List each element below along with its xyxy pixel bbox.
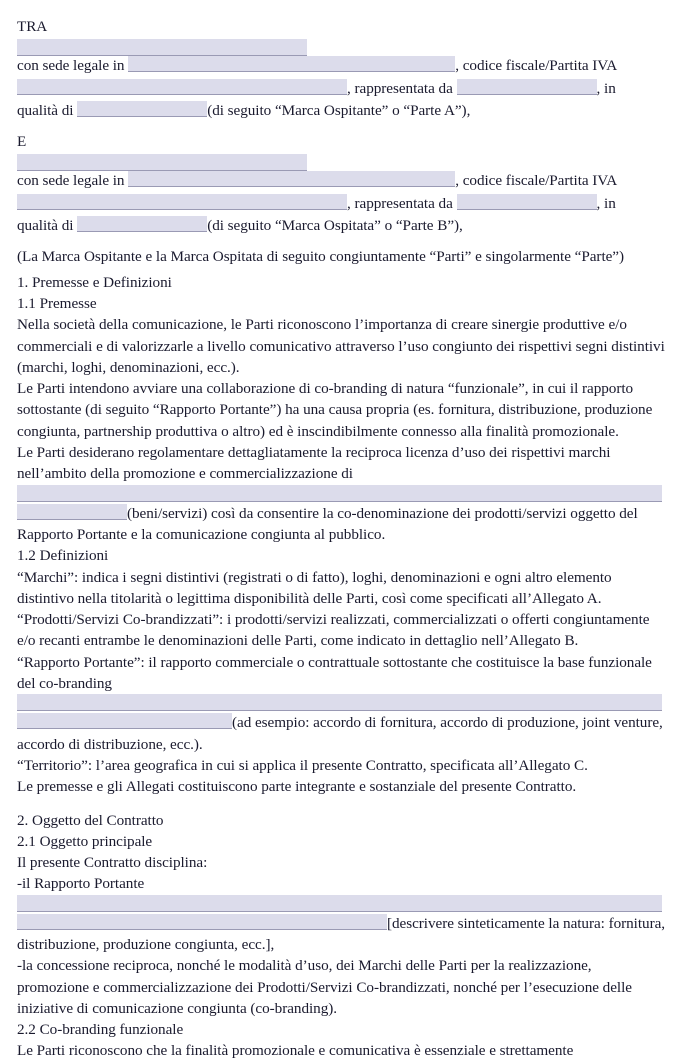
party-b-seat-field[interactable] xyxy=(128,171,455,187)
section-1-1-paragraph-2: Le Parti intendono avviare una collaborazione di co-branding di natura “funzionale”, in cui il rapporto sottostante (di seguito “Rapporto Portante”) ha una causa propria (es. fornitura, distribuzione, produzione congiunta, partnership produttiva o altro) ed è inscindibilmente connesso alla finalità promozionale. xyxy=(17,380,653,440)
party-b-heading: E xyxy=(17,133,27,151)
rapporto-portante-field-line1[interactable] xyxy=(17,694,662,711)
party-b-name-field-row xyxy=(17,152,665,169)
definition-territorio: “Territorio”: l’area geografica in cui si applica il presente Contratto, specificata all’Allegato C. xyxy=(17,756,588,774)
section-2-rapporto-field-line2[interactable] xyxy=(17,914,387,930)
section-1-1-paragraph-1: Nella società della comunicazione, le Parti riconoscono l’importanza di creare sinergie produttive e/o commerciali e di valorizzarle a livello comunicativo attraverso l’uso congiunto dei rispettivi segni distintivi (marchi, loghi, denominazioni, ecc.). xyxy=(17,316,665,376)
party-b-tax-field[interactable] xyxy=(17,194,347,210)
section-1-1-paragraph-3-tail: (beni/servizi) così da consentire la co-denominazione dei prodotti/servizi oggetto del Rapporto Portante e la comunicazione congiunta al pubblico. xyxy=(17,504,638,543)
section-2-1-heading: 2.1 Oggetto principale xyxy=(17,832,153,850)
party-a-tax-label: , codice fiscale/Partita IVA xyxy=(455,57,618,75)
definition-marchi: “Marchi”: indica i segni distintivi (registrati o di fatto), loghi, denominazioni e ogni altro elemento distintivo nella titolarità o legittima disponibilità delle Parti, così come specificati all’Allegato A. xyxy=(17,568,612,607)
party-a-capacity-field[interactable] xyxy=(77,101,207,117)
section-2-heading: 2. Oggetto del Contratto xyxy=(17,811,164,829)
party-a-capacity-suffix: (di seguito “Marca Ospitante” o “Parte A”), xyxy=(207,101,471,119)
rapporto-field-row-wide xyxy=(17,694,665,711)
party-a-name-field-row xyxy=(17,37,665,54)
party-a-rep-field[interactable] xyxy=(457,79,597,95)
party-b-seat-line xyxy=(17,169,665,191)
party-b-capacity-suffix: (di seguito “Marca Ospitata” o “Parte B”), xyxy=(207,217,463,235)
party-a-capacity-line xyxy=(17,99,665,121)
goods-field-row-wide xyxy=(17,485,665,502)
party-a-seat-label: con sede legale in xyxy=(17,57,125,75)
party-a-tax-line xyxy=(17,77,665,99)
definition-prodotti-servizi: “Prodotti/Servizi Co-brandizzati”: i prodotti/servizi realizzati, commercializzati o offerti congiuntamente e/o recanti entrambe le denominazioni delle Parti, come indicato in dettaglio nell’Allegato B. xyxy=(17,611,650,650)
definition-premesse-allegati: Le premesse e gli Allegati costituiscono parte integrante e sostanziale del presente Contratto. xyxy=(17,778,577,796)
party-b-name-field[interactable] xyxy=(17,154,307,171)
party-a-heading: TRA xyxy=(17,18,48,35)
section-2-1-bullet-1-lead: -il Rapporto Portante xyxy=(17,875,145,893)
party-b-rep-label: , rappresentata da xyxy=(347,194,453,212)
section-2-rapporto-field-row-wide xyxy=(17,895,665,912)
rapporto-portante-field-line2[interactable] xyxy=(17,713,232,729)
section-1-heading: 1. Premesse e Definizioni xyxy=(17,273,172,291)
parties-definition-note: (La Marca Ospitante e la Marca Ospitata di seguito congiuntamente “Parti” e singolarmente “Parte”) xyxy=(17,248,624,266)
party-a-name-field[interactable] xyxy=(17,39,307,56)
party-b-capacity-line xyxy=(17,214,665,236)
section-2-2-heading: 2.2 Co-branding funzionale xyxy=(17,1021,184,1039)
section-2-1-bullet-2: -la concessione reciproca, nonché le modalità d’uso, dei Marchi delle Parti per la realizzazione, promozione e commercializzazione dei Prodotti/Servizi Co-brandizzati, nonché per l’esecuzione delle iniziative di comunicazione congiunta (co-branding). xyxy=(17,957,632,1017)
section-2-rapporto-field-line1[interactable] xyxy=(17,895,662,912)
section-2-1-bullet-1-tail: [descrivere sinteticamente la natura: fornitura, distribuzione, produzione congiunta, ecc.], xyxy=(17,914,666,953)
party-b-capacity-label: qualità di xyxy=(17,217,74,235)
section-1-1-paragraph-3-lead: Le Parti desiderano regolamentare dettagliatamente la reciproca licenza d’uso dei rispettivi marchi nell’ambito della promozione e commercializzazione di xyxy=(17,444,611,483)
party-b-seat-label: con sede legale in xyxy=(17,172,125,190)
party-a-rep-label: , rappresentata da xyxy=(347,79,453,97)
section-1-1-paragraph-3-tail-line xyxy=(17,502,665,546)
definition-rapporto-portante-tail-line xyxy=(17,711,665,755)
document-body xyxy=(17,16,665,1062)
party-b-tax-label: , codice fiscale/Partita IVA xyxy=(455,172,618,190)
party-a-in-label: , in xyxy=(596,79,616,97)
section-2-1-bullet-1-tail-line xyxy=(17,912,665,956)
party-b-in-label: , in xyxy=(596,194,616,212)
party-a-tax-field[interactable] xyxy=(17,79,347,95)
section-1-1-heading: 1.1 Premesse xyxy=(17,294,97,312)
section-2-1-intro: Il presente Contratto disciplina: xyxy=(17,854,208,872)
party-b-capacity-field[interactable] xyxy=(77,216,207,232)
definition-rapporto-portante-lead: “Rapporto Portante”: il rapporto commerciale o contrattuale sottostante che costituisce la base funzionale del co-branding xyxy=(17,653,652,693)
party-a-seat-line xyxy=(17,54,665,76)
goods-services-field-line1[interactable] xyxy=(17,485,662,502)
party-a-capacity-label: qualità di xyxy=(17,101,74,119)
goods-services-field-line2[interactable] xyxy=(17,504,127,520)
party-b-rep-field[interactable] xyxy=(457,194,597,210)
definition-rapporto-portante-tail: (ad esempio: accordo di fornitura, accordo di produzione, joint venture, accordo di distribuzione, ecc.). xyxy=(17,714,663,753)
section-1-2-heading: 1.2 Definizioni xyxy=(17,547,109,565)
party-b-tax-line xyxy=(17,192,665,214)
section-2-2-paragraph: Le Parti riconoscono che la finalità promozionale e comunicativa è essenziale e strettamente xyxy=(17,1042,574,1060)
party-a-seat-field[interactable] xyxy=(128,56,455,72)
